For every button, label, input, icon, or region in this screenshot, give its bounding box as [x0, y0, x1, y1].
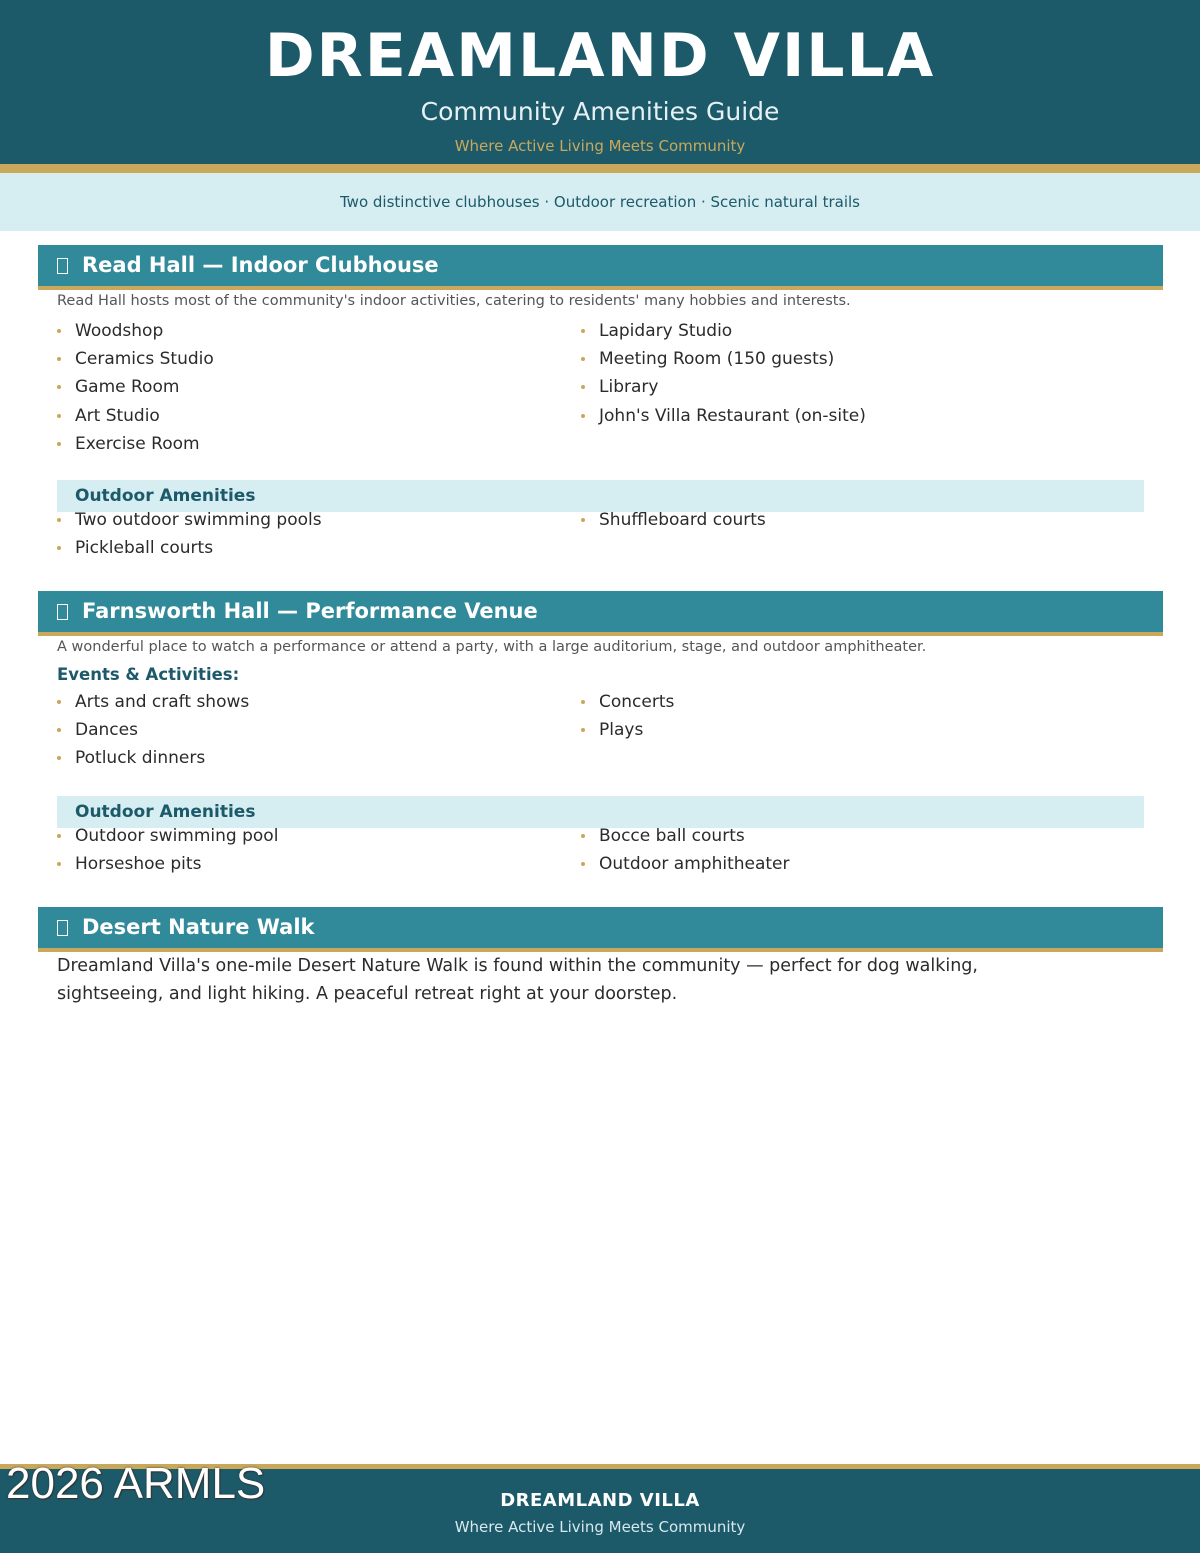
outdoor-amenities-heading: Outdoor Amenities: [57, 480, 1144, 512]
header-divider: [0, 164, 1200, 173]
bullet-icon: [57, 518, 61, 522]
page-title: DREAMLAND VILLA: [264, 21, 936, 91]
copyright-watermark: 2026 ARMLS: [6, 1459, 266, 1508]
bullet-icon: [57, 834, 61, 838]
bullet-icon: [581, 414, 585, 418]
section-heading-label: Farnsworth Hall — Performance Venue: [82, 599, 538, 623]
highlights-banner: Two distinctive clubhouses · Outdoor recreation · Scenic natural trails: [0, 173, 1200, 231]
bullet-icon: [581, 728, 585, 732]
bullet-icon: [57, 700, 61, 704]
section-heading-label: Desert Nature Walk: [82, 915, 315, 939]
bullet-icon: [57, 728, 61, 732]
bullet-icon: [581, 357, 585, 361]
footer-tagline: Where Active Living Meets Community: [454, 1518, 746, 1536]
bullet-icon: [581, 329, 585, 333]
bullet-icon: [57, 442, 61, 446]
section-heading-read-hall: [38, 245, 1163, 290]
bullet-icon: [57, 357, 61, 361]
section-description: A wonderful place to watch a performance or attend a party, with a large auditorium, stage, and outdoor amphitheater.: [57, 639, 927, 655]
bullet-icon: [57, 414, 61, 418]
section-heading-nature-walk: [38, 907, 1163, 952]
theater-icon: [57, 604, 68, 620]
events-label: Events & Activities:: [57, 665, 240, 684]
bullet-icon: [581, 518, 585, 522]
bullet-icon: [57, 385, 61, 389]
bullet-icon: [581, 385, 585, 389]
bullet-icon: [581, 862, 585, 866]
section-heading-label: Read Hall — Indoor Clubhouse: [82, 253, 439, 277]
page-subtitle: Community Amenities Guide: [420, 97, 780, 126]
bullet-icon: [581, 700, 585, 704]
nature-walk-description: Dreamland Villa's one-mile Desert Nature Walk is found within the community — perfect for dog walking, sightseeing, and light hiking. A peaceful retreat right at your doorstep.: [57, 956, 978, 1004]
page-header: [0, 0, 1200, 164]
page-tagline: Where Active Living Meets Community: [454, 137, 746, 155]
bullet-icon: [57, 756, 61, 760]
building-icon: [57, 258, 68, 274]
bullet-icon: [57, 546, 61, 550]
cactus-icon: [57, 920, 68, 936]
bullet-icon: [57, 329, 61, 333]
outdoor-amenities-heading: Outdoor Amenities: [57, 796, 1144, 828]
bullet-icon: [581, 834, 585, 838]
section-heading-farnsworth-hall: [38, 591, 1163, 636]
section-description: Read Hall hosts most of the community's indoor activities, catering to residents' many hobbies and interests.: [57, 293, 851, 309]
footer-title: DREAMLAND VILLA: [500, 1490, 700, 1511]
bullet-icon: [57, 862, 61, 866]
